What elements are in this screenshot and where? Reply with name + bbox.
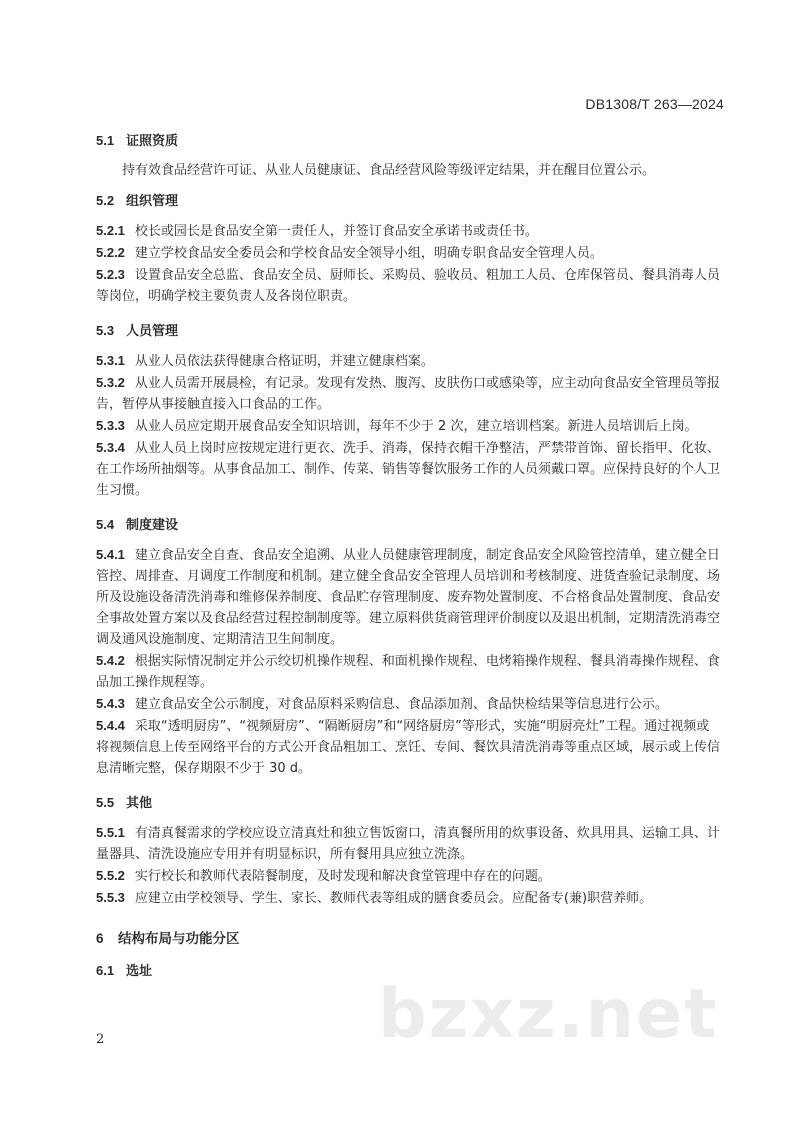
clause-5-3-1: 5.3.1 从业人员依法获得健康合格证明，并建立健康档案。 [96,353,434,369]
clause-5-3-2: 5.3.2 从业人员需开展晨检，有记录。发现有发热、腹泻、皮肤伤口或感染等，应主动向食品安全管理员等报告，暂停从事接触直接入口食品的工作。 [96,375,720,412]
section-heading-5-1: 5.1 证照资质 [96,133,179,149]
clause-5-4-2: 5.4.2 根据实际情况制定并公示绞切机操作规程、和面机操作规程、电烤箱操作规程、餐具消毒操作规程、食品加工操作规程等。 [96,653,720,690]
clause-5-4-1: 5.4.1 建立食品安全自查、食品安全追溯、从业人员健康管理制度，制定食品安全风险管控清单，建立健全日管控、周排查、月调度工作制度和机制。建立健全食品安全管理人员培训和考核制度、进货查验记录制度、场所及设施设备清洗消毒和维修保养制度、食品贮存管理制度、废弃物处置制度、不合格食品处置制度、食品安全事故处置方案以及食品经营过程控制制度等。建立原料供货商管理评价制度以及退出机制，定期清洗消毒空调及通风设施制度、定期清洁卫生间制度。 [96,547,721,647]
section-heading-5-3: 5.3 人员管理 [96,323,179,339]
section-5-1-text: 持有效食品经营许可证、从业人员健康证、食品经营风险等级评定结果，并在醒目位置公示。 [122,163,656,178]
section-heading-5-2: 5.2 组织管理 [96,193,179,209]
page-number: 2 [96,1032,105,1047]
watermark: bzxz.net [378,975,719,1054]
document-body [96,127,720,990]
clause-5-2-3: 5.2.3 设置食品安全总监、食品安全员、厨师长、采购员、验收员、粗加工人员、仓库保管员、餐具消毒人员等岗位，明确学校主要负责人及各岗位职责。 [96,267,720,304]
clause-5-2-1: 5.2.1 校长或园长是食品安全第一责任人，并签订食品安全承诺书或责任书。 [96,223,538,239]
clause-5-5-1: 5.5.1 有清真餐需求的学校应设立清真灶和独立售饭窗口，清真餐所用的炊事设备、炊具用具、运输工具、计量器具、清洗设施应专用并有明显标识，所有餐用具应独立洗涤。 [96,825,720,862]
chapter-heading-6: 6 结构布局与功能分区 [96,931,240,947]
clause-5-5-3: 5.5.3 应建立由学校领导、学生、家长、教师代表等组成的膳食委员会。应配备专(兼)职营养师。 [96,890,653,906]
clause-5-5-2: 5.5.2 实行校长和教师代表陪餐制度，及时发现和解决食堂管理中存在的问题。 [96,868,551,884]
section-heading-5-4: 5.4 制度建设 [96,517,179,533]
clause-5-3-4: 5.3.4 从业人员上岗时应按规定进行更衣、洗手、消毒，保持衣帽干净整洁，严禁带首饰、留长指甲、化妆、在工作场所抽烟等。从事食品加工、制作、传菜、销售等餐饮服务工作的人员须戴口罩。应保持良好的个人卫生习惯。 [96,440,721,498]
clause-5-3-3: 5.3.3 从业人员应定期开展食品安全知识培训，每年不少于 2 次，建立培训档案。新进人员培训后上岗。 [96,418,698,434]
clause-5-2-2: 5.2.2 建立学校食品安全委员会和学校食品安全领导小组，明确专职食品安全管理人员。 [96,245,603,261]
clause-5-4-4: 5.4.4 采取“透明厨房”、“视频厨房”、“隔断厨房”和“网络厨房”等形式，实施“明厨亮灶”工程。通过视频或将视频信息上传至网络平台的方式公开食品粗加工、烹饪、专间、餐饮具清洗消毒等重点区域，展示或上传信息清晰完整，保存期限不少于 30 d。 [96,718,721,776]
section-heading-5-5: 5.5 其他 [96,795,153,811]
section-heading-6-1: 6.1 选址 [96,963,153,979]
clause-5-4-3: 5.4.3 建立食品安全公示制度，对食品原料采购信息、食品添加剂、食品快检结果等信息进行公示。 [96,696,668,712]
document-code: DB1308/T 263—2024 [585,96,724,112]
